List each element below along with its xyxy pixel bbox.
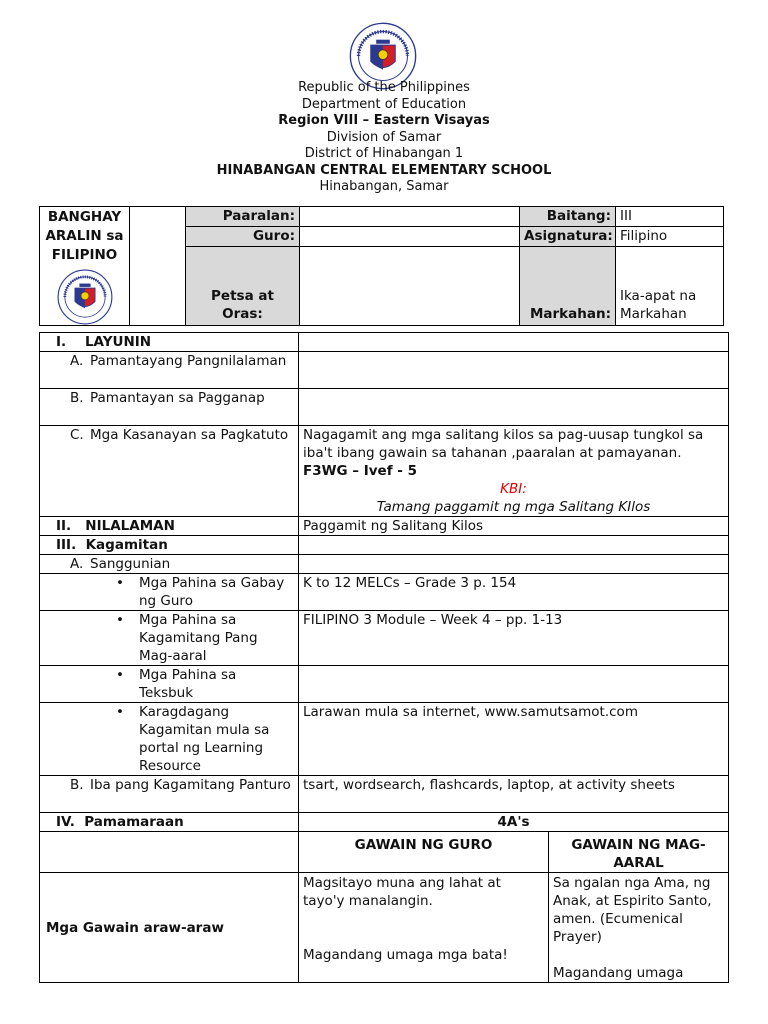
teksbuk-value[interactable] bbox=[299, 666, 729, 703]
mag-aaral-greeting-text: Magandang umaga bbox=[553, 965, 684, 981]
mag-aaral-prayer-text: Sa ngalan nga Ama, ng Anak, at Espirito Santo, amen. (Ecumenical Prayer) bbox=[553, 875, 712, 945]
asignatura-label: Asignatura: bbox=[520, 227, 616, 247]
bullet-icon: • bbox=[116, 704, 124, 720]
kbi-label: KBI: bbox=[500, 481, 527, 497]
item-letter-c: C. bbox=[70, 427, 84, 443]
iba-kagamitan-label: Iba pang Kagamitang Panturo bbox=[90, 777, 291, 793]
iba-kagamitan-row bbox=[40, 776, 299, 813]
item-letter-a: A. bbox=[70, 353, 84, 369]
pamantayang-pangnilalaman-label: Pamantayang Pangnilalaman bbox=[90, 353, 287, 369]
kagamitang-mag-aaral-label: Mga Pahina sa Kagamitang Pang Mag-aaral bbox=[139, 612, 258, 664]
kasanayan-pagkatuto-row bbox=[40, 426, 299, 517]
layunin-value bbox=[299, 333, 729, 352]
karagdagang-kagamitan-row bbox=[40, 703, 299, 776]
lesson-plan-title-text: BANGHAY ARALIN sa FILIPINO bbox=[45, 209, 124, 263]
lesson-plan-title bbox=[40, 207, 130, 326]
melc-code: F3WG – Ivef - 5 bbox=[303, 463, 417, 479]
gabay-guro-value: K to 12 MELCs – Grade 3 p. 154 bbox=[299, 574, 729, 611]
kagamitan-heading: III. Kagamitan bbox=[40, 536, 299, 555]
karagdagang-kagamitan-value: Larawan mula sa internet, www.samutsamot.com bbox=[299, 703, 729, 776]
gawain-mag-aaral-heading: GAWAIN NG MAG-AARAL bbox=[549, 832, 729, 873]
layunin-heading: I. LAYUNIN bbox=[40, 333, 299, 352]
guro-label: Guro: bbox=[186, 227, 300, 247]
gabay-guro-label: Mga Pahina sa Gabay ng Guro bbox=[139, 575, 285, 609]
bullet-icon: • bbox=[116, 575, 124, 591]
header-department: Department of Education bbox=[301, 96, 467, 112]
iba-kagamitan-value: tsart, wordsearch, flashcards, laptop, at activity sheets bbox=[299, 776, 729, 813]
pamantayan-pagganap-value[interactable] bbox=[299, 389, 729, 426]
paaralan-label: Paaralan: bbox=[186, 207, 300, 227]
header-school: HINABANGAN CENTRAL ELEMENTARY SCHOOL bbox=[216, 162, 552, 178]
sanggunian-value bbox=[299, 555, 729, 574]
header-republic: Republic of the Philippines bbox=[298, 80, 470, 95]
item-letter-a2: A. bbox=[70, 556, 84, 572]
header-district: District of Hinabangan 1 bbox=[304, 146, 464, 161]
item-letter-b2: B. bbox=[70, 777, 84, 793]
gawain-mag-aaral-cell bbox=[549, 873, 729, 983]
teksbuk-label: Mga Pahina sa Teksbuk bbox=[139, 667, 237, 701]
paaralan-value[interactable] bbox=[300, 207, 520, 227]
kbi-value: Tamang paggamit ng mga Salitang KIlos bbox=[376, 499, 651, 515]
karagdagang-kagamitan-label: Karagdagang Kagamitan mula sa portal ng Learning Resource bbox=[139, 704, 270, 774]
kagamitang-mag-aaral-row bbox=[40, 611, 299, 666]
lesson-info-table bbox=[39, 206, 724, 326]
guro-value[interactable] bbox=[300, 227, 520, 247]
header-division: Division of Samar bbox=[326, 129, 442, 145]
pamantayang-pangnilalaman-value[interactable] bbox=[299, 352, 729, 389]
header-region: Region VIII – Eastern Visayas bbox=[278, 113, 490, 128]
guro-prayer-text: Magsitayo muna ang lahat at tayo'y manalangin. bbox=[303, 875, 501, 909]
baitang-value[interactable]: III bbox=[616, 207, 724, 227]
kagamitang-mag-aaral-value: FILIPINO 3 Module – Week 4 – pp. 1-13 bbox=[299, 611, 729, 666]
kasanayan-text: Nagagamit ang mga salitang kilos sa pag-uusap tungkol sa iba't ibang gawain sa tahanan ,paaralan at pamayanan. bbox=[303, 427, 704, 461]
baitang-label: Baitang: bbox=[520, 207, 616, 227]
deped-seal-small-icon bbox=[57, 269, 113, 325]
pamantayan-pagganap-row bbox=[40, 389, 299, 426]
pamamaraan-heading: IV. Pamamaraan bbox=[40, 813, 299, 832]
gawain-araw-araw-label: Mga Gawain araw-araw bbox=[40, 873, 299, 983]
pamantayan-pagganap-label: Pamantayan sa Pagganap bbox=[90, 390, 265, 406]
bullet-icon: • bbox=[116, 667, 124, 683]
nilalaman-value: Paggamit ng Salitang Kilos bbox=[299, 517, 729, 536]
asignatura-value[interactable]: Filipino bbox=[616, 227, 724, 247]
bullet-icon: • bbox=[116, 612, 124, 628]
kasanayan-pagkatuto-label: Mga Kasanayan sa Pagkatuto bbox=[90, 427, 289, 443]
item-letter-b: B. bbox=[70, 390, 84, 406]
sanggunian-label: Sanggunian bbox=[90, 556, 171, 572]
kagamitan-value bbox=[299, 536, 729, 555]
column-spacer bbox=[40, 832, 299, 873]
sanggunian-row bbox=[40, 555, 299, 574]
letterhead bbox=[0, 80, 768, 196]
gawain-guro-cell bbox=[299, 873, 549, 983]
pamantayang-pangnilalaman-row bbox=[40, 352, 299, 389]
petsa-label: Petsa at Oras: bbox=[186, 247, 300, 326]
teksbuk-row bbox=[40, 666, 299, 703]
kasanayan-pagkatuto-value bbox=[299, 426, 729, 517]
markahan-value[interactable]: Ika-apat na Markahan bbox=[616, 247, 724, 326]
gawain-guro-heading: GAWAIN NG GURO bbox=[299, 832, 549, 873]
petsa-value[interactable] bbox=[300, 247, 520, 326]
guro-greeting-text: Magandang umaga mga bata! bbox=[303, 947, 508, 963]
gabay-guro-row bbox=[40, 574, 299, 611]
lesson-plan-table bbox=[39, 332, 729, 983]
nilalaman-heading: II. NILALAMAN bbox=[40, 517, 299, 536]
markahan-label: Markahan: bbox=[520, 247, 616, 326]
header-location: Hinabangan, Samar bbox=[319, 179, 449, 194]
four-as-heading: 4A's bbox=[299, 813, 729, 832]
